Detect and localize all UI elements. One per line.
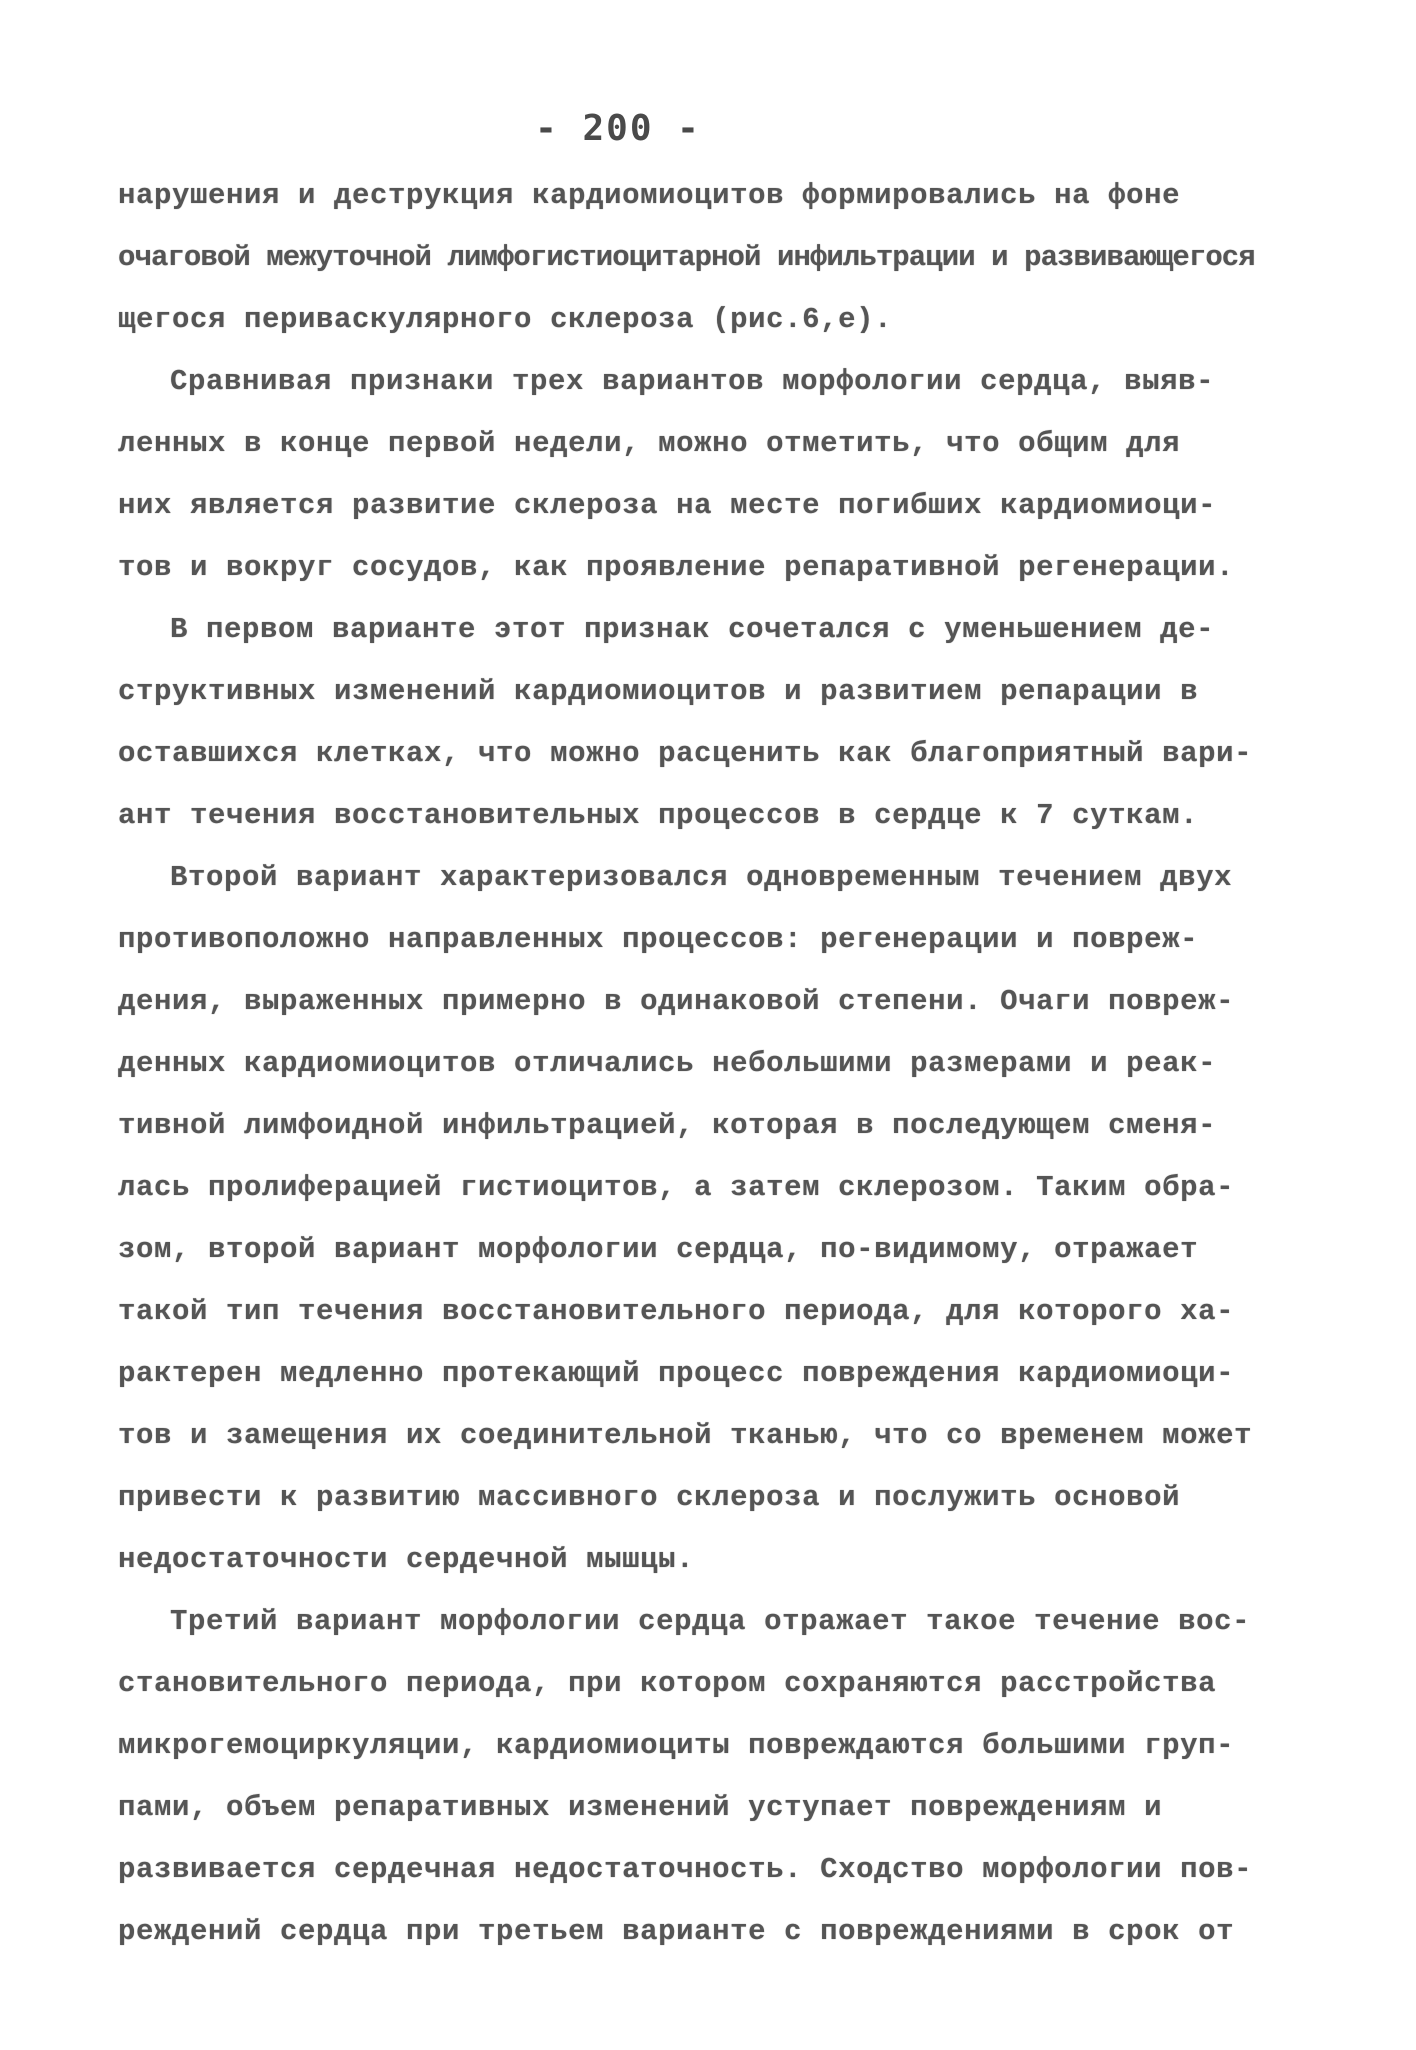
text-line: микрогемоциркуляции, кардиомиоциты повреждаются большими груп-	[118, 1729, 1235, 1762]
text-line: привести к развитию массивного склероза и послужить основой	[118, 1481, 1181, 1514]
body-text	[118, 165, 1258, 1963]
text-line: них является развитие склероза на месте погибших кардиомиоци-	[118, 489, 1217, 522]
text-line: тов и вокруг сосудов, как проявление репаративной регенерации.	[118, 551, 1235, 584]
text-line: ант течения восстановительных процессов в сердце к 7 суткам.	[118, 799, 1199, 832]
page-number: - 200 -	[535, 108, 701, 149]
text-line: зом, второй вариант морфологии сердца, по-видимому, отражает	[118, 1233, 1199, 1266]
text-line: Третий вариант морфологии сердца отражает такое течение вос-	[170, 1605, 1251, 1638]
text-line: тивной лимфоидной инфильтрацией, которая в последующем сменя-	[118, 1109, 1217, 1142]
text-line: очаговой межуточной лимфогистиоцитарной инфильтрации и развивающегося	[118, 241, 1255, 274]
text-line: Сравнивая признаки трех вариантов морфологии сердца, выяв-	[170, 365, 1215, 398]
text-line: становительного периода, при котором сохраняются расстройства	[118, 1667, 1217, 1700]
text-line: Второй вариант характеризовался одновременным течением двух	[170, 861, 1233, 894]
text-line: пами, объем репаративных изменений уступает повреждениям и	[118, 1791, 1163, 1824]
text-line: денных кардиомиоцитов отличались небольшими размерами и реак-	[118, 1047, 1217, 1080]
text-line: ленных в конце первой недели, можно отметить, что общим для	[118, 427, 1181, 460]
text-line: дения, выраженных примерно в одинаковой степени. Очаги повреж-	[118, 985, 1235, 1018]
text-line: противоположно направленных процессов: регенерации и повреж-	[118, 923, 1199, 956]
text-line: В первом варианте этот признак сочетался с уменьшением де-	[170, 613, 1215, 646]
text-line: развивается сердечная недостаточность. Сходство морфологии пов-	[118, 1853, 1253, 1886]
text-line: нарушения и деструкция кардиомиоцитов формировались на фоне	[118, 179, 1181, 212]
text-line: щегося периваскулярного склероза (рис.6,е).	[118, 303, 893, 336]
text-line: такой тип течения восстановительного периода, для которого ха-	[118, 1295, 1235, 1328]
text-line: рактерен медленно протекающий процесс повреждения кардиомиоци-	[118, 1357, 1235, 1390]
text-line: оставшихся клетках, что можно расценить как благоприятный вари-	[118, 737, 1253, 770]
text-line: лась пролиферацией гистиоцитов, а затем склерозом. Таким обра-	[118, 1171, 1235, 1204]
text-line: структивных изменений кардиомиоцитов и развитием репарации в	[118, 675, 1199, 708]
text-line: тов и замещения их соединительной тканью, что со временем может	[118, 1419, 1253, 1452]
text-line: недостаточности сердечной мышцы.	[118, 1543, 695, 1576]
text-line: реждений сердца при третьем варианте с повреждениями в срок от	[118, 1915, 1235, 1948]
